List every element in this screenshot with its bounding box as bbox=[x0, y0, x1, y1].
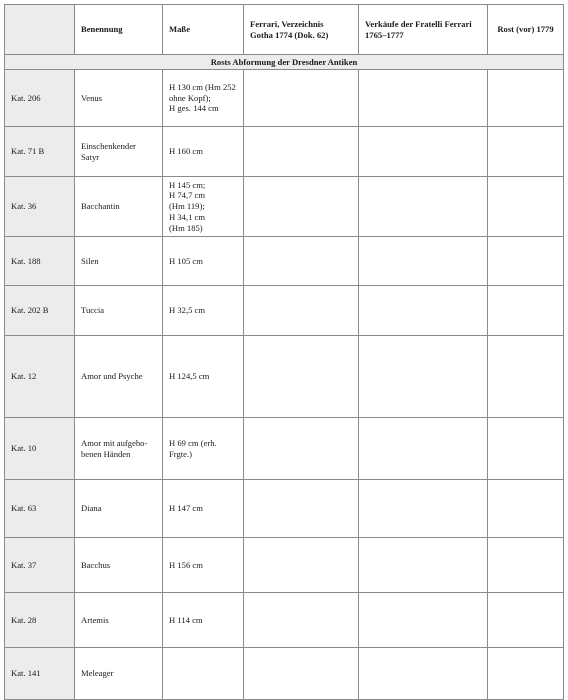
masse-cell: H 147 cm bbox=[163, 480, 244, 538]
benennung-cell: Bacchus bbox=[75, 538, 163, 593]
benennung-cell: Silen bbox=[75, 237, 163, 286]
rost-cell bbox=[488, 418, 564, 480]
catalog-table bbox=[4, 4, 564, 700]
ferrari-cell bbox=[244, 418, 359, 480]
kat-cell: Kat. 10 bbox=[5, 418, 75, 480]
masse-cell: H 160 cm bbox=[163, 127, 244, 177]
benennung-cell: Artemis bbox=[75, 593, 163, 648]
benennung-cell: Venus bbox=[75, 70, 163, 127]
masse-cell: H 145 cm; H 74,7 cm (Hm 119); H 34,1 cm (Hm 185) bbox=[163, 177, 244, 237]
ferrari-cell bbox=[244, 648, 359, 700]
rost-cell bbox=[488, 336, 564, 418]
header-verkaeufe: Verkäufe der Fratelli Ferrari 1765–1777 bbox=[359, 5, 488, 55]
verkaeufe-cell bbox=[359, 593, 488, 648]
ferrari-cell bbox=[244, 480, 359, 538]
masse-cell: H 32,5 cm bbox=[163, 286, 244, 336]
kat-cell: Kat. 206 bbox=[5, 70, 75, 127]
table-row bbox=[5, 286, 564, 336]
verkaeufe-cell bbox=[359, 286, 488, 336]
verkaeufe-cell bbox=[359, 480, 488, 538]
header-masse: Maße bbox=[163, 5, 244, 55]
masse-cell: H 124,5 cm bbox=[163, 336, 244, 418]
header-corner-cell bbox=[5, 5, 75, 55]
table-row bbox=[5, 418, 564, 480]
rost-cell bbox=[488, 286, 564, 336]
table-row bbox=[5, 480, 564, 538]
rost-cell bbox=[488, 70, 564, 127]
ferrari-cell bbox=[244, 336, 359, 418]
masse-cell bbox=[163, 648, 244, 700]
benennung-cell: Bacchantin bbox=[75, 177, 163, 237]
verkaeufe-cell bbox=[359, 127, 488, 177]
kat-cell: Kat. 141 bbox=[5, 648, 75, 700]
verkaeufe-cell bbox=[359, 177, 488, 237]
table-row bbox=[5, 70, 564, 127]
section-row bbox=[5, 55, 564, 70]
kat-cell: Kat. 63 bbox=[5, 480, 75, 538]
masse-cell: H 69 cm (erh. Frgte.) bbox=[163, 418, 244, 480]
rost-cell bbox=[488, 538, 564, 593]
benennung-cell: Diana bbox=[75, 480, 163, 538]
masse-cell: H 114 cm bbox=[163, 593, 244, 648]
verkaeufe-cell bbox=[359, 648, 488, 700]
masse-cell: H 156 cm bbox=[163, 538, 244, 593]
benennung-cell: Einschenkender Satyr bbox=[75, 127, 163, 177]
kat-cell: Kat. 36 bbox=[5, 177, 75, 237]
verkaeufe-cell bbox=[359, 418, 488, 480]
ferrari-cell bbox=[244, 286, 359, 336]
verkaeufe-cell bbox=[359, 237, 488, 286]
verkaeufe-cell bbox=[359, 538, 488, 593]
ferrari-cell bbox=[244, 70, 359, 127]
table-row bbox=[5, 593, 564, 648]
table-row bbox=[5, 336, 564, 418]
table-row bbox=[5, 177, 564, 237]
section-title: Rosts Abformung der Dresdner Antiken bbox=[5, 55, 564, 70]
kat-cell: Kat. 202 B bbox=[5, 286, 75, 336]
masse-cell: H 105 cm bbox=[163, 237, 244, 286]
verkaeufe-cell bbox=[359, 336, 488, 418]
rost-cell bbox=[488, 648, 564, 700]
benennung-cell: Tuccia bbox=[75, 286, 163, 336]
table-row bbox=[5, 648, 564, 700]
table-row bbox=[5, 538, 564, 593]
ferrari-cell bbox=[244, 177, 359, 237]
table-row bbox=[5, 127, 564, 177]
ferrari-cell bbox=[244, 237, 359, 286]
table-body bbox=[5, 55, 564, 700]
verkaeufe-cell bbox=[359, 70, 488, 127]
header-rost: Rost (vor) 1779 bbox=[488, 5, 564, 55]
rost-cell bbox=[488, 593, 564, 648]
header-benennung: Benennung bbox=[75, 5, 163, 55]
kat-cell: Kat. 188 bbox=[5, 237, 75, 286]
masse-cell: H 130 cm (Hm 252 ohne Kopf); H ges. 144 cm bbox=[163, 70, 244, 127]
ferrari-cell bbox=[244, 593, 359, 648]
rost-cell bbox=[488, 237, 564, 286]
rost-cell bbox=[488, 480, 564, 538]
benennung-cell: Amor mit aufgeho- benen Händen bbox=[75, 418, 163, 480]
kat-cell: Kat. 37 bbox=[5, 538, 75, 593]
kat-cell: Kat. 71 B bbox=[5, 127, 75, 177]
ferrari-cell bbox=[244, 538, 359, 593]
kat-cell: Kat. 28 bbox=[5, 593, 75, 648]
header-row bbox=[5, 5, 564, 55]
kat-cell: Kat. 12 bbox=[5, 336, 75, 418]
table-row bbox=[5, 237, 564, 286]
benennung-cell: Amor und Psyche bbox=[75, 336, 163, 418]
header-ferrari: Ferrari, Verzeichnis Gotha 1774 (Dok. 62) bbox=[244, 5, 359, 55]
benennung-cell: Meleager bbox=[75, 648, 163, 700]
rost-cell bbox=[488, 177, 564, 237]
ferrari-cell bbox=[244, 127, 359, 177]
rost-cell bbox=[488, 127, 564, 177]
